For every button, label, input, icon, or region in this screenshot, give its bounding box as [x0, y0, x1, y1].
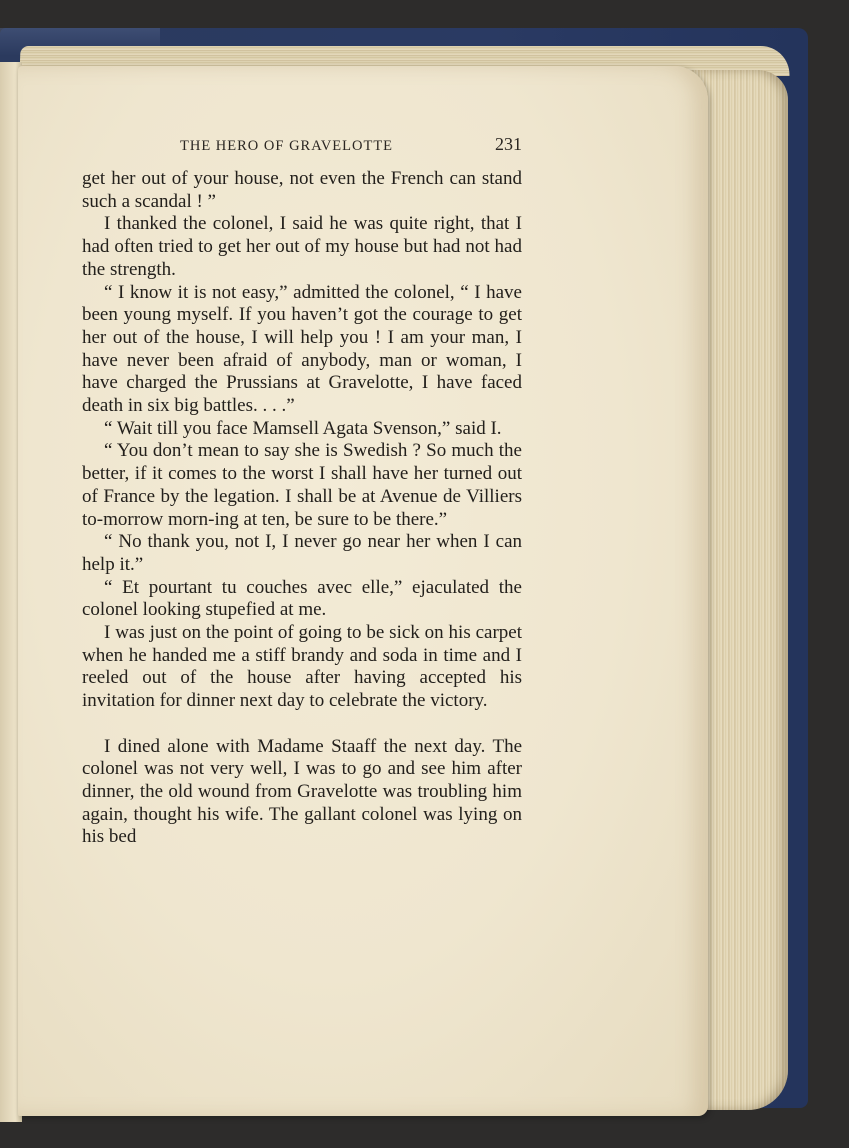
paragraph: “ Wait till you face Mamsell Agata Svenson,” said I. — [104, 417, 502, 439]
running-title: THE HERO OF GRAVELOTTE — [180, 138, 394, 154]
section-break — [82, 713, 522, 736]
paragraph: “ Et pourtant tu couches avec elle,” ejaculated the colonel looking stupefied at me. — [82, 576, 522, 621]
paragraph: “ I know it is not easy,” admitted the colonel, “ I have been young myself. If you haven’t got the courage to get her out of the house, I will help you ! I am your man, I have never been afraid of anybody, man or woman, I have charged the Prussians at Gravelotte, I have faced death in six big battles. . . .” — [82, 281, 522, 417]
running-header — [82, 134, 522, 160]
paragraph: I dined alone with Madame Staaff the next day. The colonel was not very well, I was to go and see him after dinner, the old wound from Gravelotte was troubling him again, thought his wife. The gallant colonel was lying on his bed — [82, 735, 522, 848]
page-number: 231 — [495, 134, 522, 154]
paragraph: “ You don’t mean to say she is Swedish ? So much the better, if it comes to the worst I shall have her turned out of France by the legation. I shall be at Avenue de Villiers to-morrow morn-ing at ten, be sure to be there.” — [82, 440, 522, 530]
paragraph: I was just on the point of going to be sick on his carpet when he handed me a stiff brandy and soda in time and I reeled out of the house after having accepted his invitation for dinner next day to celebrate the victory. — [82, 622, 522, 712]
page-body — [82, 168, 522, 849]
paragraph: “ No thank you, not I, I never go near her when I can help it.” — [82, 531, 522, 575]
paragraph: I thanked the colonel, I said he was quite right, that I had often tried to get her out of my house but had not had the strength. — [82, 213, 522, 280]
paragraph: get her out of your house, not even the French can stand such a scandal ! ” — [82, 168, 522, 212]
book-page — [18, 66, 708, 1116]
